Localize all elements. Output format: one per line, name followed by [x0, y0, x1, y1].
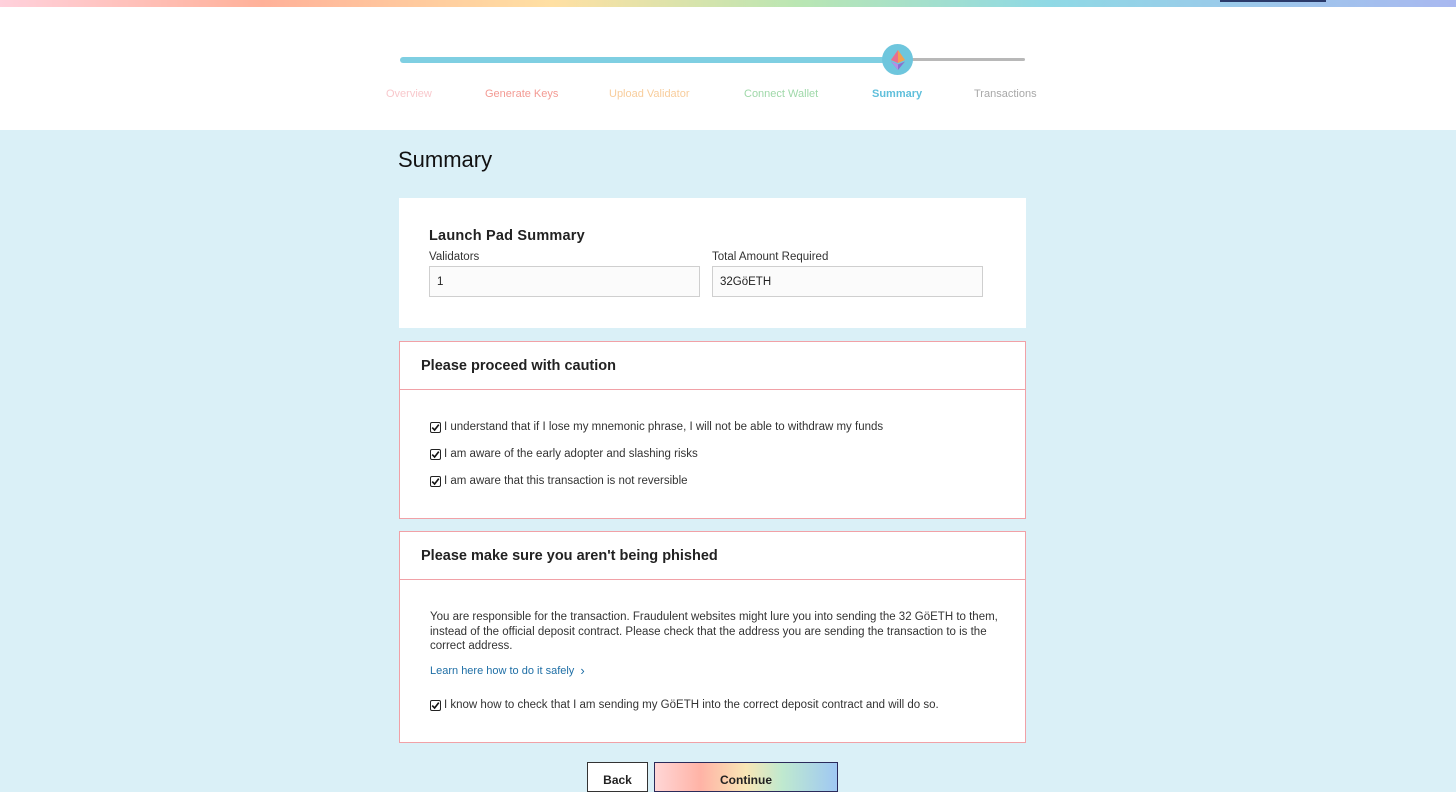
check-deposit-contract[interactable]: [430, 699, 939, 711]
phishing-card-header: [400, 532, 1025, 580]
learn-safely-link[interactable]: [430, 663, 585, 678]
phishing-card: [399, 531, 1026, 743]
current-step-marker: [882, 44, 913, 75]
learn-safely-link-label: Learn here how to do it safely: [430, 664, 575, 677]
checkbox-checked-icon[interactable]: [430, 700, 441, 711]
checkbox-checked-icon[interactable]: [430, 476, 441, 487]
checkbox-checked-icon[interactable]: [430, 422, 441, 433]
check-deposit-contract-label: I know how to check that I am sending my GöETH into the correct deposit contract and will do so.: [444, 699, 939, 711]
check-mnemonic[interactable]: [430, 421, 883, 433]
validators-field[interactable]: [429, 266, 700, 297]
check-slashing-risks-label: I am aware of the early adopter and slashing risks: [444, 448, 698, 460]
step-upload-validator[interactable]: Upload Validator: [609, 88, 690, 100]
stepper-header: [0, 7, 1456, 130]
progress-track-remaining: [910, 58, 1025, 61]
chevron-right-icon: ›: [580, 663, 585, 678]
total-amount-label: Total Amount Required: [712, 251, 829, 263]
continue-button[interactable]: Continue: [654, 762, 838, 792]
step-summary[interactable]: Summary: [872, 88, 923, 100]
phishing-card-title: Please make sure you aren't being phished: [421, 548, 718, 564]
check-slashing-risks[interactable]: [430, 448, 698, 460]
launch-pad-summary-card: [399, 198, 1026, 328]
step-connect-wallet[interactable]: Connect Wallet: [744, 88, 819, 100]
page-title: Summary: [398, 147, 493, 172]
caution-card: [399, 341, 1026, 519]
summary-card-title: Launch Pad Summary: [429, 228, 585, 244]
progress-track-completed: [400, 57, 885, 63]
phishing-warning-text: You are responsible for the transaction. Fraudulent websites might lure you into sending the 32 GöETH to them, instead of the official deposit contract. Please check that the address you are sending the transaction to is the correct address.: [430, 611, 998, 652]
total-amount-field[interactable]: [712, 266, 983, 297]
ethereum-icon: [891, 50, 905, 70]
step-overview[interactable]: Overview: [386, 88, 432, 100]
top-bar-tab: [1220, 0, 1326, 2]
check-not-reversible[interactable]: [430, 475, 688, 487]
check-mnemonic-label: I understand that if I lose my mnemonic phrase, I will not be able to withdraw my funds: [444, 421, 884, 433]
validators-label: Validators: [429, 251, 480, 263]
back-button[interactable]: Back: [587, 762, 648, 792]
checkbox-checked-icon[interactable]: [430, 449, 441, 460]
check-not-reversible-label: I am aware that this transaction is not reversible: [444, 475, 688, 487]
caution-card-header: [400, 342, 1025, 390]
caution-card-title: Please proceed with caution: [421, 358, 616, 374]
step-generate-keys[interactable]: Generate Keys: [485, 88, 559, 100]
step-transactions[interactable]: Transactions: [974, 88, 1037, 100]
